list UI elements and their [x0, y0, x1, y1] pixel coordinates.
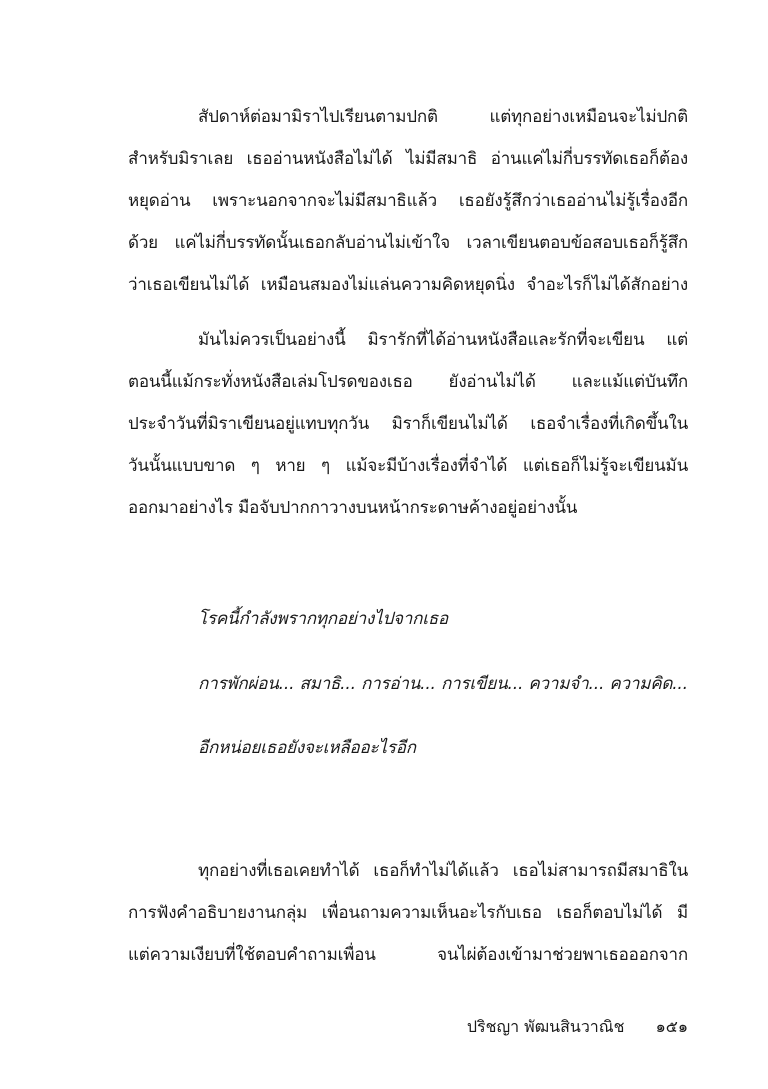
paragraph-line: วันนั้นแบบขาด ๆ หาย ๆ แม้จะมีบ้างเรื่องที่จำได้ แต่เธอก็ไม่รู้จะเขียนมัน [128, 456, 688, 476]
paragraph-line: ตอนนี้แม้กระทั่งหนังสือเล่มโปรดของเธอ ยังอ่านไม่ได้ และแม้แต่บันทึก [128, 372, 688, 392]
paragraph-line: แต่ความเงียบที่ใช้ตอบคำถามเพื่อน จนไผ่ต้องเข้ามาช่วยพาเธอออกจาก [128, 945, 688, 965]
paragraph-line: ว่าเธอเขียนไม่ได้ เหมือนสมองไม่แล่นความคิดหยุดนิ่ง จำอะไรก็ไม่ได้สักอย่าง [128, 275, 688, 295]
paragraph-line: ออกมาอย่างไร มือจับปากกาวางบนหน้ากระดาษค้างอยู่อย่างนั้น [128, 498, 578, 518]
paragraph-line: หยุดอ่าน เพราะนอกจากจะไม่มีสมาธิแล้ว เธอยังรู้สึกว่าเธออ่านไม่รู้เรื่องอีก [128, 191, 688, 211]
verse-line: โรคนี้กำลังพรากทุกอย่างไปจากเธอ [198, 609, 449, 629]
paragraph-line: ทุกอย่างที่เธอเคยทำได้ เธอก็ทำไม่ได้แล้ว เธอไม่สามารถมีสมาธิใน [198, 861, 688, 881]
verse-line: การพักผ่อน... สมาธิ... การอ่าน... การเขียน... ความจำ... ความคิด... [198, 674, 688, 694]
page-number: ๑๕๑ [655, 1017, 688, 1036]
author-name: ปริชญา พัฒนสินวาณิช [466, 1017, 625, 1036]
paragraph-line: ด้วย แค่ไม่กี่บรรทัดนั้นเธอกลับอ่านไม่เข้าใจ เวลาเขียนตอบข้อสอบเธอก็รู้สึก [128, 233, 688, 253]
page-footer [467, 1014, 688, 1040]
verse-line: อีกหน่อยเธอยังจะเหลืออะไรอีก [198, 738, 416, 758]
paragraph-line: ประจำวันที่มิราเขียนอยู่แทบทุกวัน มิราก็เขียนไม่ได้ เธอจำเรื่องที่เกิดขึ้นใน [128, 414, 688, 434]
paragraph-line: สัปดาห์ต่อมามิราไปเรียนตามปกติ แต่ทุกอย่างเหมือนจะไม่ปกติ [198, 107, 688, 127]
paragraph-line: การฟังคำอธิบายงานกลุ่ม เพื่อนถามความเห็นอะไรกับเธอ เธอก็ตอบไม่ได้ มี [128, 903, 688, 923]
paragraph-line: มันไม่ควรเป็นอย่างนี้ มิรารักที่ได้อ่านหนังสือและรักที่จะเขียน แต่ [198, 330, 688, 350]
paragraph-line: สำหรับมิราเลย เธออ่านหนังสือไม่ได้ ไม่มีสมาธิ อ่านแค่ไม่กี่บรรทัดเธอก็ต้อง [128, 149, 688, 169]
